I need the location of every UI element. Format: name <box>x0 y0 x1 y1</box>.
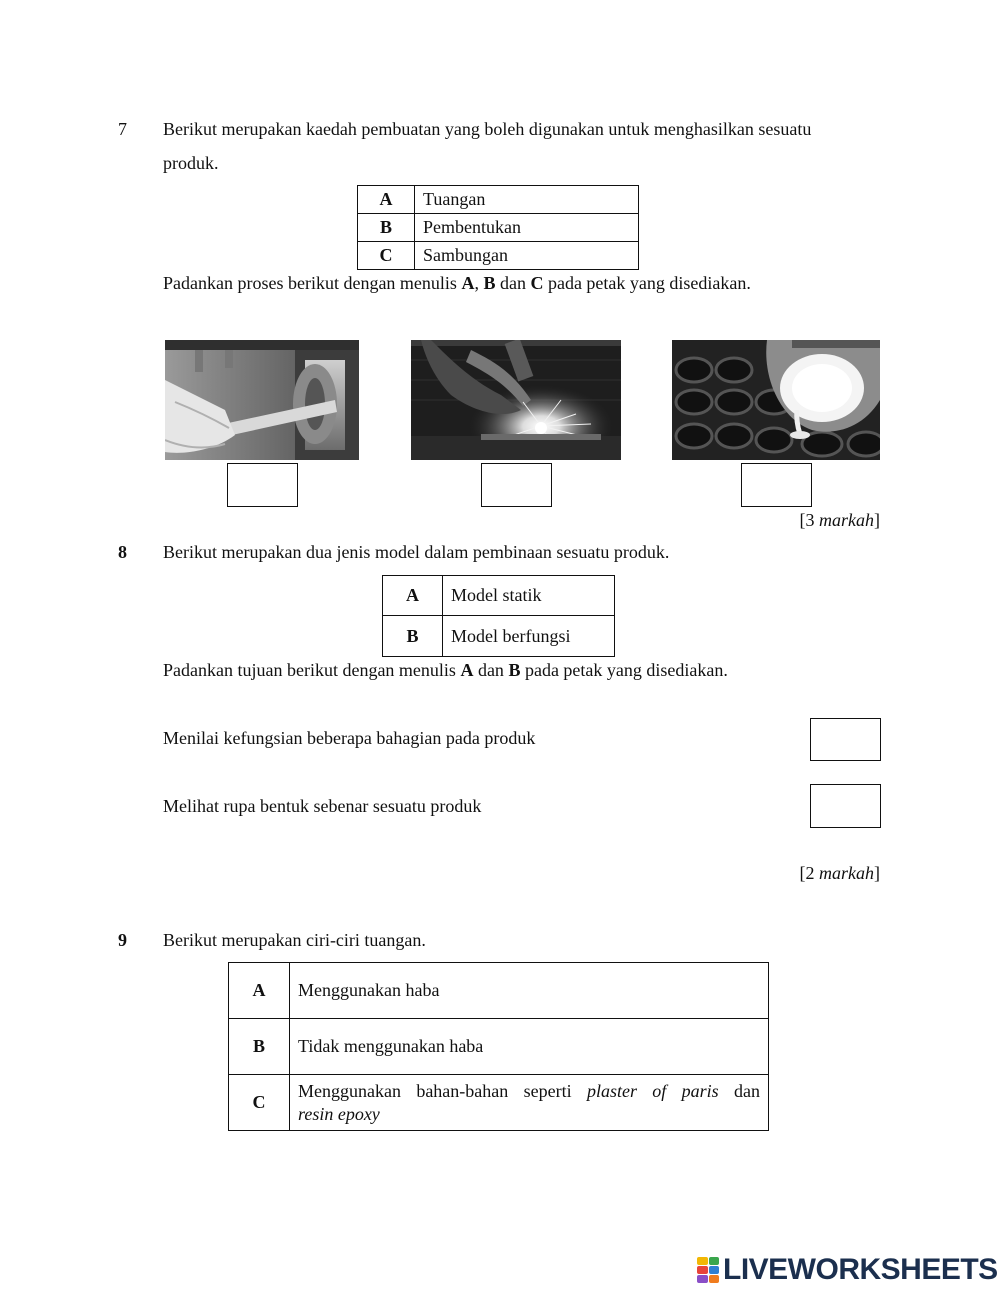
q8-option-key: A <box>383 576 443 616</box>
casting-illustration <box>672 340 880 460</box>
q7-marks: [3 markah] <box>799 510 880 530</box>
q9-row <box>229 1075 769 1131</box>
q7-number: 7 <box>118 119 127 139</box>
q7-option-label: Tuangan <box>415 186 639 214</box>
metal-forming-illustration <box>165 340 359 460</box>
q7-option-row <box>358 214 639 242</box>
q8-instruction: Padankan tujuan berikut dengan menulis A dan B pada petak yang disediakan. <box>163 660 728 680</box>
q8-option-row <box>383 576 615 616</box>
welding-photo <box>411 340 621 460</box>
metal-forming-photo <box>165 340 359 460</box>
logo-block <box>697 1266 708 1274</box>
q8-option-row <box>383 616 615 657</box>
q7-option-key: B <box>358 214 415 242</box>
q8-statement-2: Melihat rupa bentuk sebenar sesuatu produk <box>163 796 482 816</box>
q7-answer-box-1[interactable] <box>227 463 298 507</box>
logo-block <box>697 1275 708 1283</box>
logo-block <box>709 1257 720 1265</box>
logo-block <box>709 1266 720 1274</box>
q7-option-key: A <box>358 186 415 214</box>
q9-row <box>229 1019 769 1075</box>
q9-row-key: A <box>229 963 290 1019</box>
q8-intro: Berikut merupakan dua jenis model dalam pembinaan sesuatu produk. <box>163 542 670 562</box>
q9-row-text: Menggunakan haba <box>290 963 769 1019</box>
q8-answer-box-1[interactable] <box>810 718 881 761</box>
q8-option-key: B <box>383 616 443 657</box>
q7-option-label: Sambungan <box>415 242 639 270</box>
q7-intro-line2: produk. <box>163 153 219 173</box>
casting-photo <box>672 340 880 460</box>
q7-option-key: C <box>358 242 415 270</box>
q9-number: 9 <box>118 930 127 950</box>
q8-option-label: Model berfungsi <box>443 616 615 657</box>
q7-option-row <box>358 242 639 270</box>
q7-answer-box-2[interactable] <box>481 463 552 507</box>
q9-characteristics-table <box>228 962 769 1131</box>
q8-marks: [2 markah] <box>799 863 880 883</box>
q9-row-text: Tidak menggunakan haba <box>290 1019 769 1075</box>
logo-block <box>709 1275 720 1283</box>
q9-row-key: C <box>229 1075 290 1131</box>
q7-options-table <box>357 185 639 270</box>
q7-answer-box-3[interactable] <box>741 463 812 507</box>
q9-intro: Berikut merupakan ciri-ciri tuangan. <box>163 930 426 950</box>
liveworksheets-logo <box>697 1254 998 1286</box>
q9-row-text: Menggunakan bahan-bahan seperti plaster of paris dan resin epoxy <box>290 1075 769 1131</box>
q8-answer-box-2[interactable] <box>810 784 881 828</box>
q9-row <box>229 963 769 1019</box>
welding-illustration <box>411 340 621 460</box>
q8-number: 8 <box>118 542 127 562</box>
q8-statement-1: Menilai kefungsian beberapa bahagian pada produk <box>163 728 536 748</box>
q7-option-row <box>358 186 639 214</box>
q7-intro-line1: Berikut merupakan kaedah pembuatan yang boleh digunakan untuk menghasilkan sesuatu <box>163 119 812 139</box>
q9-row-key: B <box>229 1019 290 1075</box>
liveworksheets-logo-icon <box>697 1257 719 1283</box>
q7-instruction: Padankan proses berikut dengan menulis A, B dan C pada petak yang disediakan. <box>163 273 751 293</box>
q8-option-label: Model statik <box>443 576 615 616</box>
logo-block <box>697 1257 708 1265</box>
liveworksheets-logo-text: LIVEWORKSHEETS <box>723 1253 998 1286</box>
q7-option-label: Pembentukan <box>415 214 639 242</box>
q8-options-table <box>382 575 615 657</box>
